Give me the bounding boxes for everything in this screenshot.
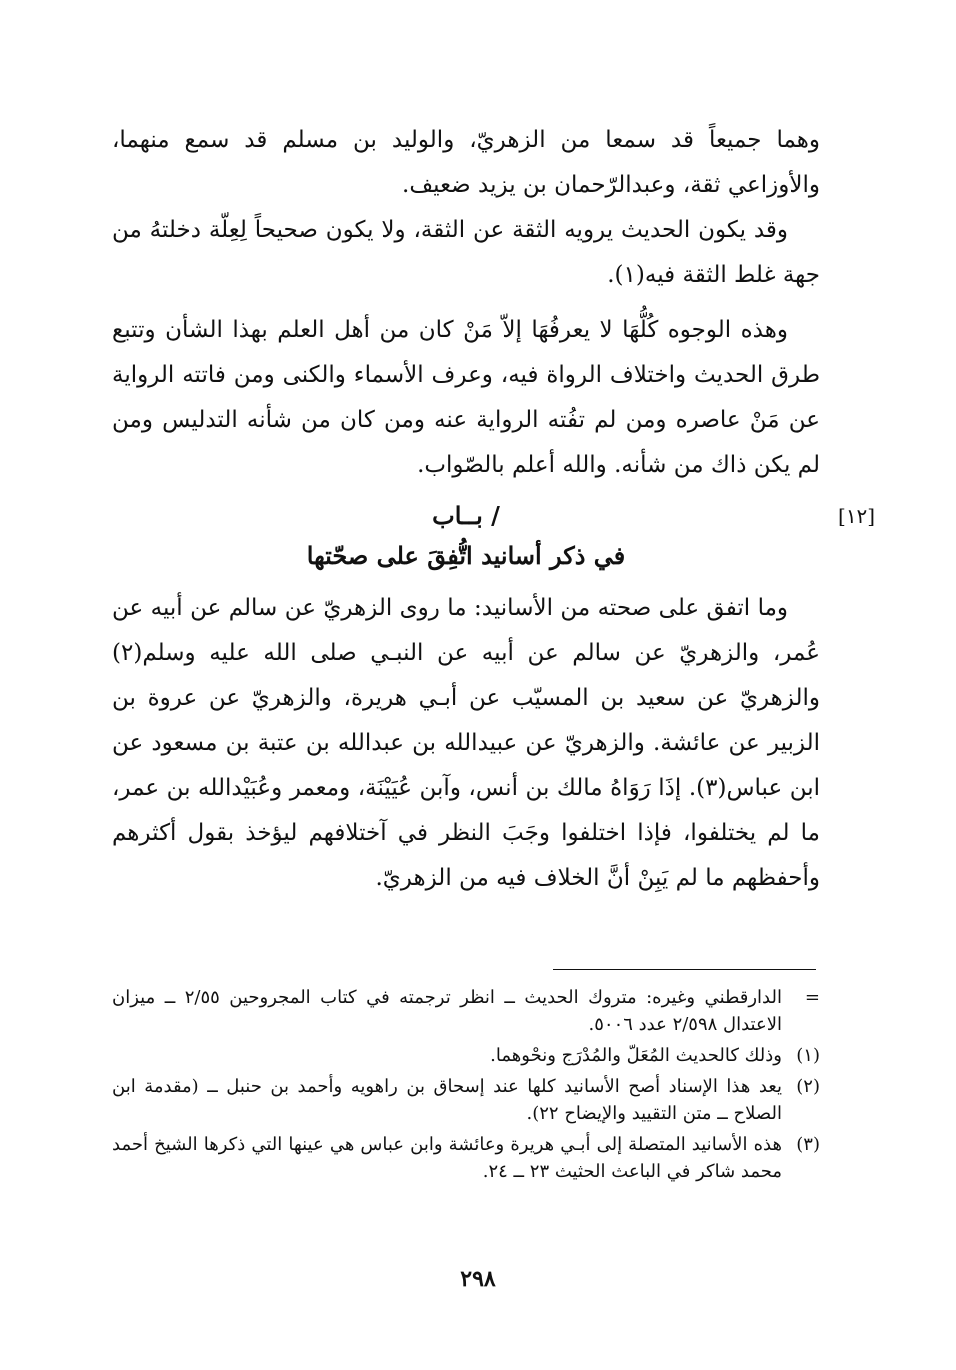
footnote-number: =: [804, 987, 820, 1008]
footnote-number: (٢): [796, 1076, 820, 1097]
margin-page-reference: [١٢]: [838, 504, 876, 528]
footnote-number: (١): [796, 1045, 820, 1066]
chapter-heading: [112, 496, 820, 576]
footnote-divider: [553, 969, 816, 970]
footnote-text: الدارقطني وغيره: متروك الحديث ــ انظر ترجمته في كتاب المجروحين ٢/٥٥ ــ ميزان الاعتدال ٢/٥٩٨ عدد ٥٠٠٦.: [112, 987, 782, 1035]
footnote: [112, 984, 820, 1038]
page-number: ٢٩٨: [460, 1266, 496, 1292]
footnote: [112, 1042, 820, 1069]
paragraph-3: وهذه الوجوه كُلُّهَا لا يعرفُهَا إلاّ مَنْ كان من أهل العلم بهذا الشأن وتتبع طرق الحديث واختلاف الرواة فيه، وعرف الأسماء والكنى ومن فاتته الرواية عن مَنْ عاصره ومن لم تفُته الرواية عنه ومن كان من شأنه التدليس ومن لم يكن ذاك من شأنه. والله أعلم بالصّواب.: [112, 317, 820, 478]
chapter-heading-subtitle: في ذكر أسانيد اتُّفِقَ على صحّتها: [306, 541, 626, 570]
footnote-text: يعد هذا الإسناد أصح الأسانيد كلها عند إسحاق بن راهويه وأحمد بن حنبل ــ (مقدمة ابن الصلاح ــ متن التقييد والإيضاح ٢٢).: [112, 1076, 782, 1124]
paragraph-4: وما اتفق على صحته من الأسانيد: ما روى الزهريّ عن سالم عن أبيه عن عُمر، والزهريّ عن سالم عن أبيه عن النبـي صلى الله عليه وسلم(٢) والزهريّ عن سعيد بن المسيّب عن أبـي هريرة، والزهريّ عن عروة بن الزبير عن عائشة. والزهريّ عن عبيدالله بن عبدالله بن عتبة بن مسعود عن ابن عباس(٣). إذَا رَوَاهُ مالك بن أنس، وآبن عُيَيْنَة، ومعمر وعُبَيْدالله بن عمر، ما لم يختلفوا، فإذا اختلفوا وجَبَ النظر في آختلافهم ليؤخذ بقول أكثرهم وأحفظهم ما لم يَبِنْ أنَّ الخلاف فيه من الزهريّ.: [112, 595, 820, 891]
footnote-text: وذلك كالحديث المُعَلّ والمُدْرَج ونحْوهما.: [490, 1045, 782, 1066]
footnote-number: (٣): [796, 1134, 820, 1155]
main-text: [112, 118, 820, 901]
paragraph-2: وقد يكون الحديث يرويه الثقة عن الثقة، ولا يكون صحيحاً لِعِلّة دخلتهُ من جهة غلط الثقة فيه(١).: [112, 217, 820, 288]
footnote: [112, 1131, 820, 1185]
footnote-text: هذه الأسانيد المتصلة إلى أبـي هريرة وعائشة وابن عباس هي عينها التي ذكرها الشيخ أحمد محمد شاكر في الباعث الحثيث ٢٣ ــ ٢٤.: [112, 1134, 782, 1182]
chapter-heading-title: / بــاب: [432, 501, 500, 530]
footnote: [112, 1073, 820, 1127]
footnotes: [112, 984, 820, 1189]
paragraph-1: وهما جميعاً قد سمعا من الزهريّ، والوليد بن مسلم قد سمع منهما، والأوزاعي ثقة، وعبدالرّحمان بن يزيد ضعيف.: [112, 127, 820, 198]
